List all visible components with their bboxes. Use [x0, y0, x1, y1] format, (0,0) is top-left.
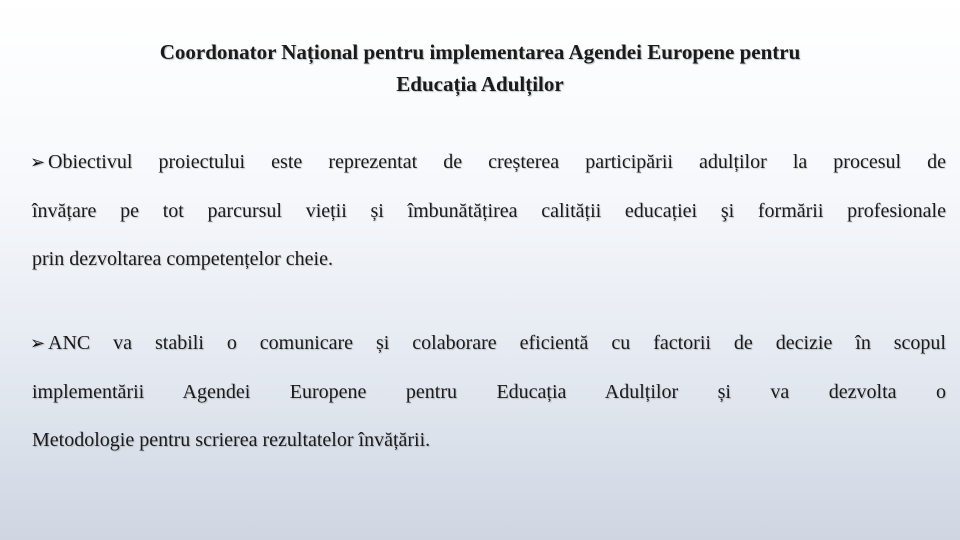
- bullet-line: învățare pe tot parcursul vieții și îmbunătățirea calității educației şi formării profesionale: [32, 200, 946, 222]
- bullet-text: ANC va stabili o comunicare și colaborare eficientă cu factorii de decizie în scopul: [48, 332, 946, 354]
- bullet-line: implementării Agendei Europene pentru Educația Adulților și va dezvolta o: [32, 381, 946, 403]
- bullet-line: [30, 319, 946, 368]
- arrow-bullet-icon: ➢: [30, 152, 46, 173]
- bullet-item-objective: [30, 138, 946, 283]
- bullet-text: Obiectivul proiectului este reprezentat de creșterea participării adulților la procesul de: [48, 151, 946, 173]
- bullet-item-anc: [30, 319, 946, 464]
- bullet-list: [30, 138, 946, 464]
- bullet-line: [30, 138, 946, 187]
- bullet-line: prin dezvoltarea competențelor cheie.: [32, 248, 333, 270]
- slide-title: [60, 36, 900, 100]
- bullet-line: Metodologie pentru scrierea rezultatelor învățării.: [32, 429, 431, 451]
- title-line-2: Educația Adulților: [396, 72, 564, 96]
- arrow-bullet-icon: ➢: [30, 333, 46, 354]
- title-line-1: Coordonator Național pentru implementarea Agendei Europene pentru: [159, 40, 801, 64]
